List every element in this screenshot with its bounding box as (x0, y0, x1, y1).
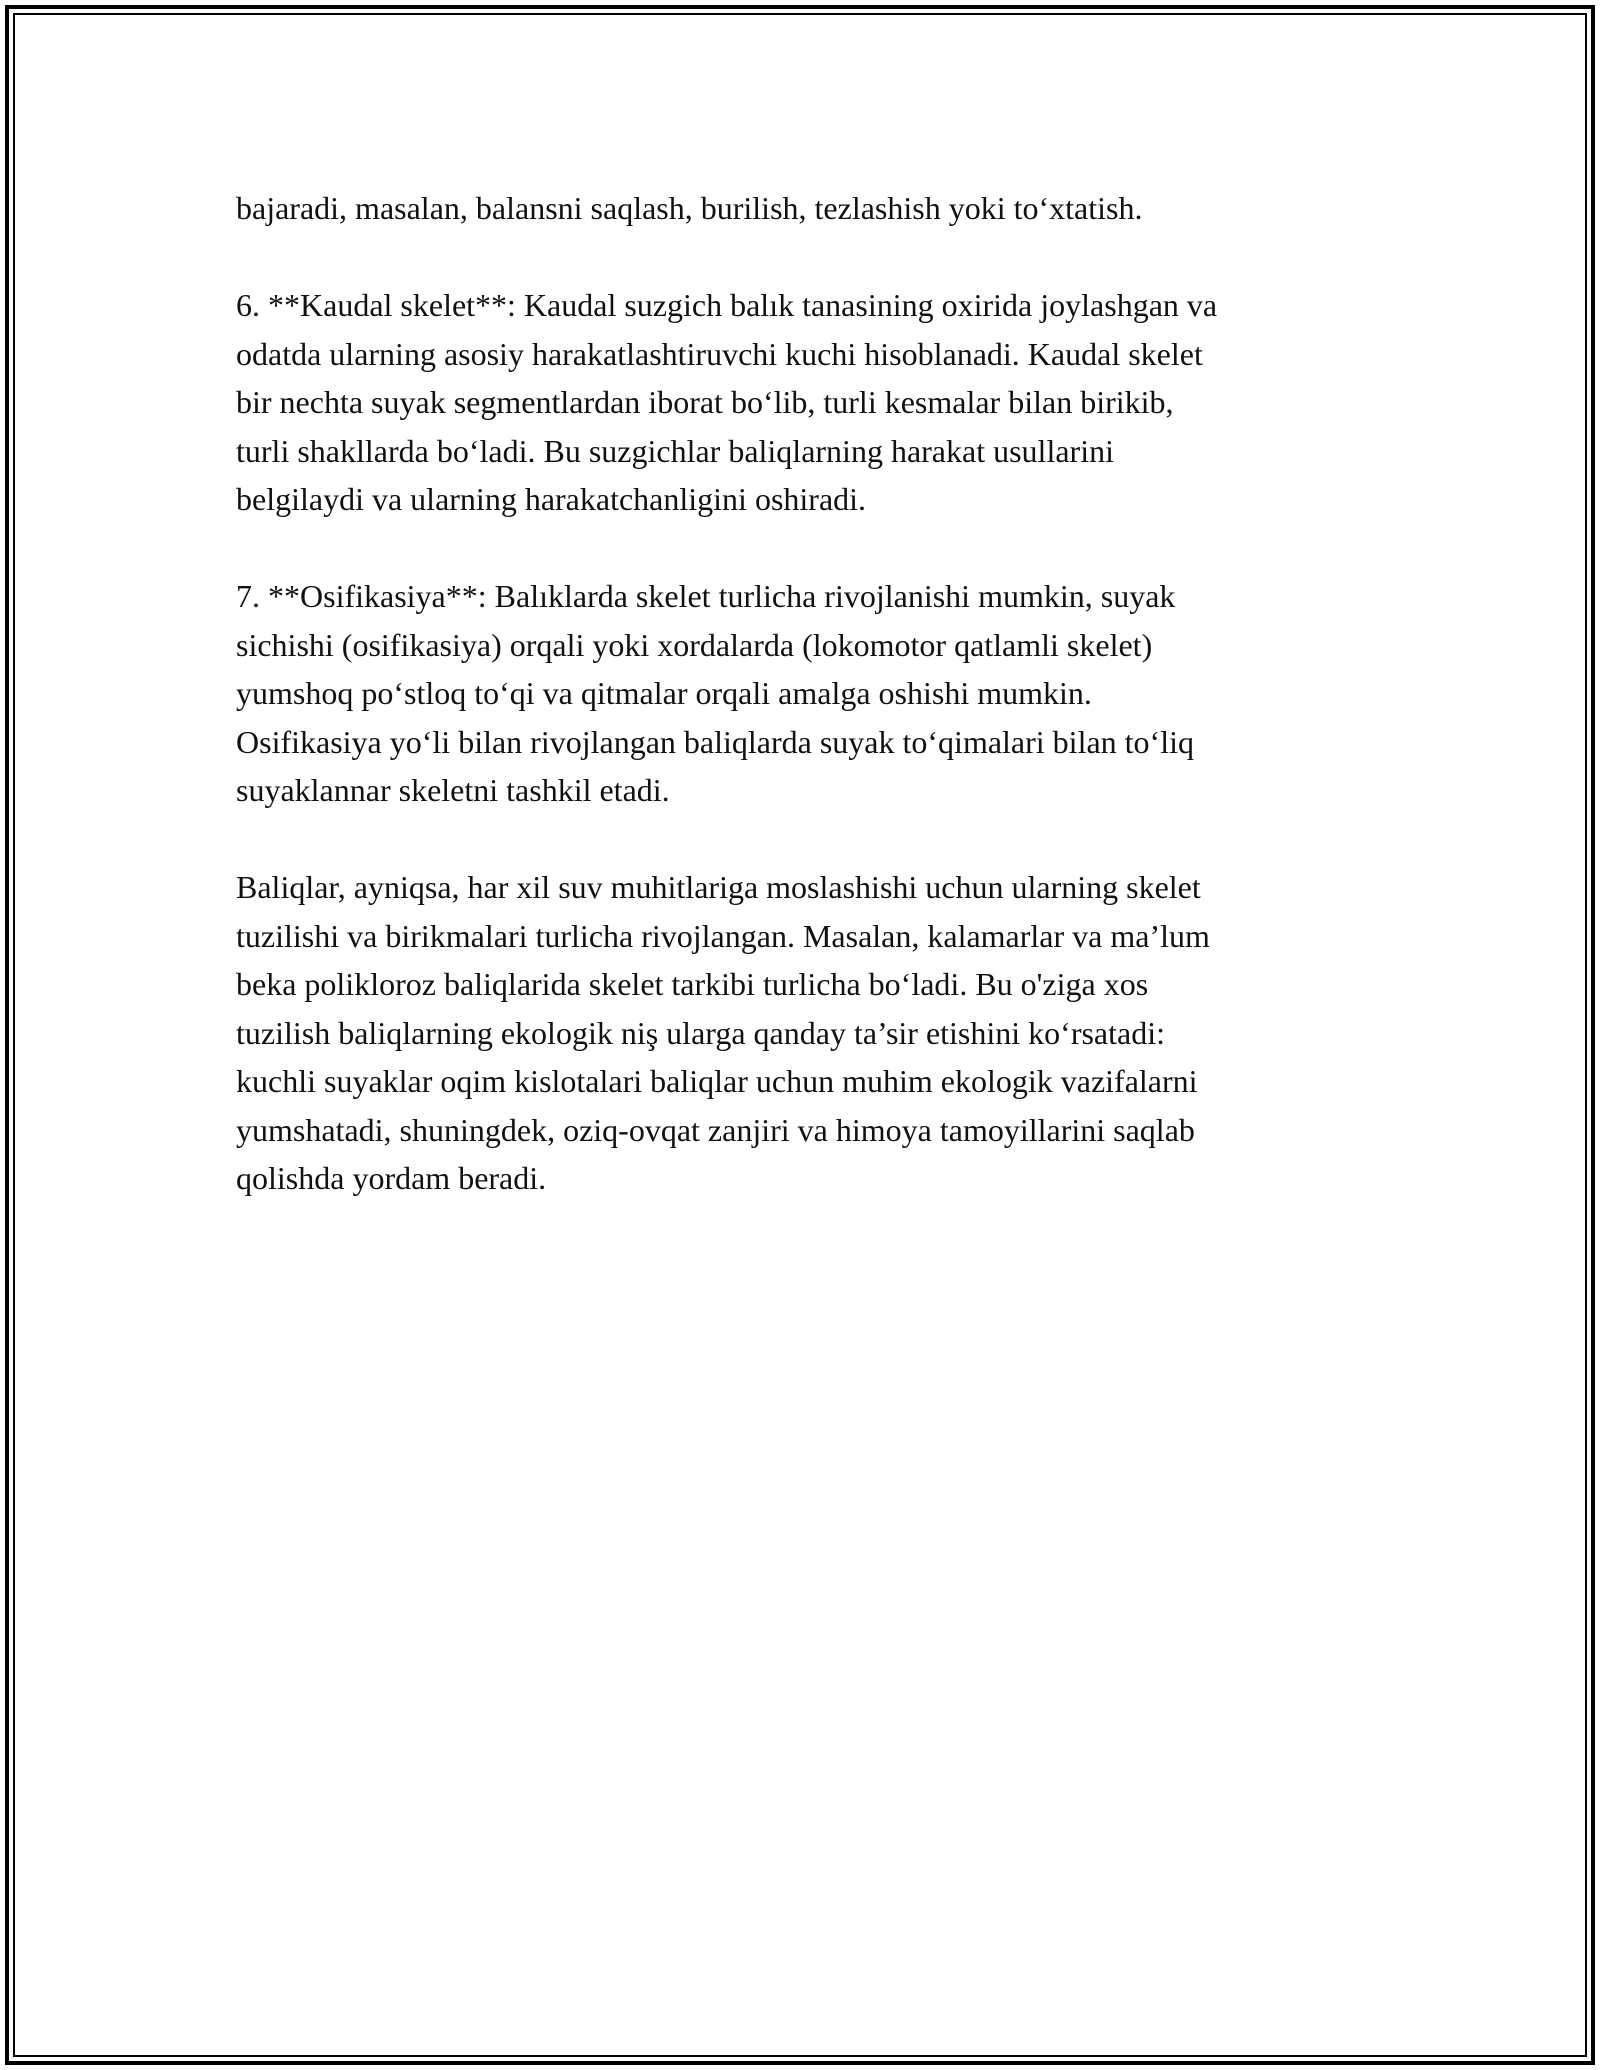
document-body (236, 184, 1366, 1203)
paragraph-summary: Baliqlar, ayniqsa, har xil suv muhitlariga moslashishi uchun ularning skelet tuzilishi va birikmalari turlicha rivojlangan. Masalan, kalamarlar va ma’lum beka polikloroz baliqlarida skelet tarkibi turlicha bo‘ladi. Bu o'ziga xos tuzilish baliqlarning ekologik niş ularga qanday ta’sir etishini ko‘rsatadi: kuchli suyaklar oqim kislotalari baliqlar uchun muhim ekologik vazifalarni yumshatadi, shuningdek, oziq-ovqat zanjiri va himoya tamoyillarini saqlab qolishda yordam beradi. (236, 869, 1210, 1196)
paragraph-continuation: bajaradi, masalan, balansni saqlash, burilish, tezlashish yoki to‘xtatish. (236, 190, 1143, 226)
paragraph-kaudal-skelet: 6. **Kaudal skelet**: Kaudal suzgich balık tanasining oxirida joylashgan va odatda ularning asosiy harakatlashtiruvchi kuchi hisoblanadi. Kaudal skelet bir nechta suyak segmentlardan iborat bo‘lib, turli kesmalar bilan birikib, turli shakllarda bo‘ladi. Bu suzgichlar baliqlarning harakat usullarini belgilaydi va ularning harakatchanligini oshiradi. (236, 287, 1218, 517)
paragraph-osifikasiya: 7. **Osifikasiya**: Balıklarda skelet turlicha rivojlanishi mumkin, suyak sichishi (osifikasiya) orqali yoki xordalarda (lokomotor qatlamli skelet) yumshoq po‘stloq to‘qi va qitmalar orqali amalga oshishi mumkin. Osifikasiya yo‘li bilan rivojlangan baliqlarda suyak to‘qimalari bilan to‘liq suyaklannar skeletni tashkil etadi. (236, 578, 1194, 808)
